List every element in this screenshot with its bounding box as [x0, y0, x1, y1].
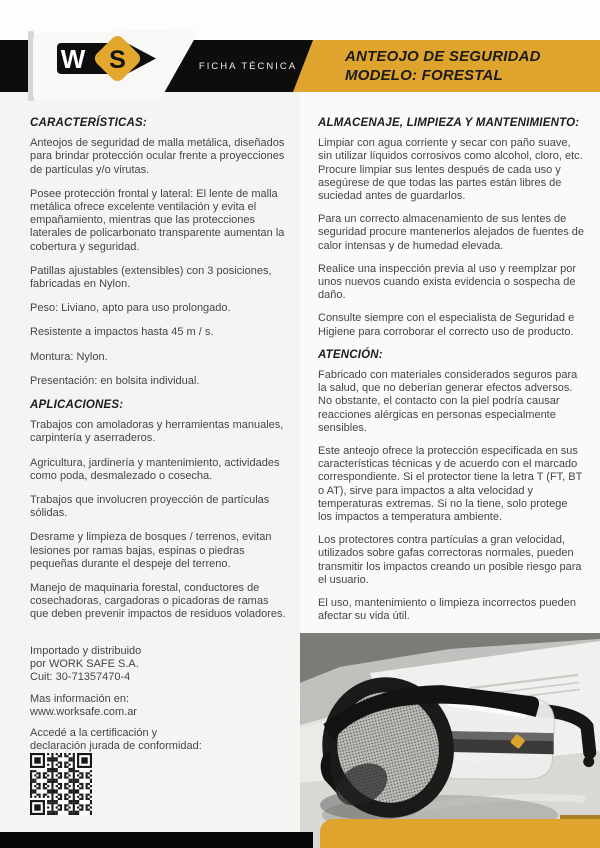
logo-letter-s: S — [109, 46, 126, 74]
more-info-block — [30, 693, 205, 719]
page-title-line2: MODELO: FORESTAL — [345, 67, 503, 84]
paragraph: Este anteojo ofrece la protección especificada en sus características técnicas y de acuerdo con el marcado correspondiente. Si el protector tiene la letra T (FT, BT o AT), sirve para impactos a alta velocidad y temperaturas extremas. Si no la tiene, solo protege los impactos a temperatura ambiente. — [318, 445, 583, 524]
section-heading: ALMACENAJE, LIMPIEZA Y MANTENIMIENTO: — [318, 117, 580, 129]
footer-distributor-block — [30, 645, 205, 761]
paragraph: Para un correcto almacenamiento de sus lentes de seguridad procure mantenerlos alejados de fuentes de calor intensas y de humedad elevada. — [318, 213, 585, 252]
paragraph: Anteojos de seguridad de malla metálica, diseñados para brindar protección ocular frente a proyecciones de partículas y/o virutas. — [30, 137, 285, 176]
section-heading: APLICACIONES: — [30, 399, 124, 412]
page-title-line1: ANTEOJO DE SEGURIDAD — [345, 48, 541, 65]
paragraph: Trabajos con amoladoras y herramientas manuales, carpintería y aserraderos. — [30, 419, 284, 445]
paragraph: Resistente a impactos hasta 45 m / s. — [30, 326, 214, 339]
distributor-line: Importado y distribuido — [30, 645, 142, 657]
paragraph: Realice una inspección previa al uso y reemplzar por unos nuevos cuando exista evidencia o sospecha de daño. — [318, 262, 577, 302]
paragraph: Fabricado con materiales considerados seguros para la salud, que no deberían generar efectos adversos. No obstante, el contacto con la piel podría causar reacciones alérgicas en personas especialmente sensibles. — [318, 369, 578, 434]
distributor-info — [30, 645, 205, 685]
paragraph: Trabajos que involucren proyección de partículas sólidas. — [30, 494, 270, 520]
paragraph: Presentación: en bolsita individual. — [30, 374, 200, 387]
qr-code — [30, 753, 92, 815]
website-link[interactable]: www.worksafe.com.ar — [30, 705, 137, 718]
section-heading: CARACTERÍSTICAS: — [30, 117, 147, 129]
more-info-label: Mas información en: — [30, 692, 130, 705]
section-caracteristicas — [30, 117, 288, 388]
paragraph: Peso: Liviano, apto para uso prolongado. — [30, 302, 231, 315]
section-heading: ATENCIÓN: — [318, 348, 383, 361]
worksafe-logo — [25, 25, 200, 107]
product-photo-safety-glasses — [300, 633, 600, 848]
logo-letter-w: W — [60, 44, 86, 74]
bottom-yellow-band — [320, 819, 600, 848]
paragraph: Desrame y limpieza de bosques / terrenos, evitan lesiones por ramas bajas, espinas o piedras pequeñas durante el despeje del terreno. — [30, 531, 272, 570]
page-title — [345, 47, 595, 85]
section-atencion — [318, 349, 584, 624]
bottom-black-band — [0, 832, 313, 848]
paragraph: Limpiar con agua corriente y secar con paño suave, sin utilizar líquidos corrosivos como alcohol, cloro, etc. Procure limpiar sus lentes después de cada uso y asegúrese de que todas las partes están libres de suciedad antes de guardarlos. — [318, 137, 583, 203]
paragraph: Patillas ajustables (extensibles) con 3 posiciones, fabricadas en Nylon. — [30, 264, 272, 291]
ficha-tecnica-label: FICHA TÉCNICA — [198, 61, 298, 72]
right-column — [318, 117, 584, 634]
certification-note: Accedé a la certificación y declaración jurada de conformidad: — [30, 727, 202, 753]
paragraph: Manejo de maquinaria forestal, conductores de cosechadoras, cargadoras o picadoras de ramas que deben prevenir impactos de residuos voladores. — [30, 582, 286, 621]
distributor-cuit: Cuit: 30-71357470-4 — [30, 671, 131, 684]
paragraph: Montura: Nylon. — [30, 350, 108, 363]
paragraph: El uso, mantenimiento o limpieza incorrectos pueden afectar su vida útil. — [318, 597, 577, 623]
section-almacenaje — [318, 117, 584, 339]
left-column — [30, 117, 288, 633]
section-aplicaciones — [30, 399, 288, 622]
qr-modules — [30, 753, 92, 815]
paragraph: Consulte siempre con el especialista de Seguridad e Higiene para corroborar el correcto uso de producto. — [318, 312, 575, 338]
paragraph: Posee protección frontal y lateral: El lente de malla metálica ofrece excelente ventilación y evita el empañamiento, mientras que las protecciones laterales de policarbonato transparente aumentan la cobertura y seguridad. — [30, 187, 285, 253]
paragraph: Agricultura, jardinería y mantenimiento, actividades como poda, desmalezado o cosecha. — [30, 456, 280, 482]
distributor-line: por WORK SAFE S.A. — [30, 658, 139, 671]
paragraph: Los protectores contra partículas a gran velocidad, utilizados sobre gafas correctoras normales, pueden transmitir los impactos creando un posible riesgo para el usuario. — [318, 534, 582, 586]
